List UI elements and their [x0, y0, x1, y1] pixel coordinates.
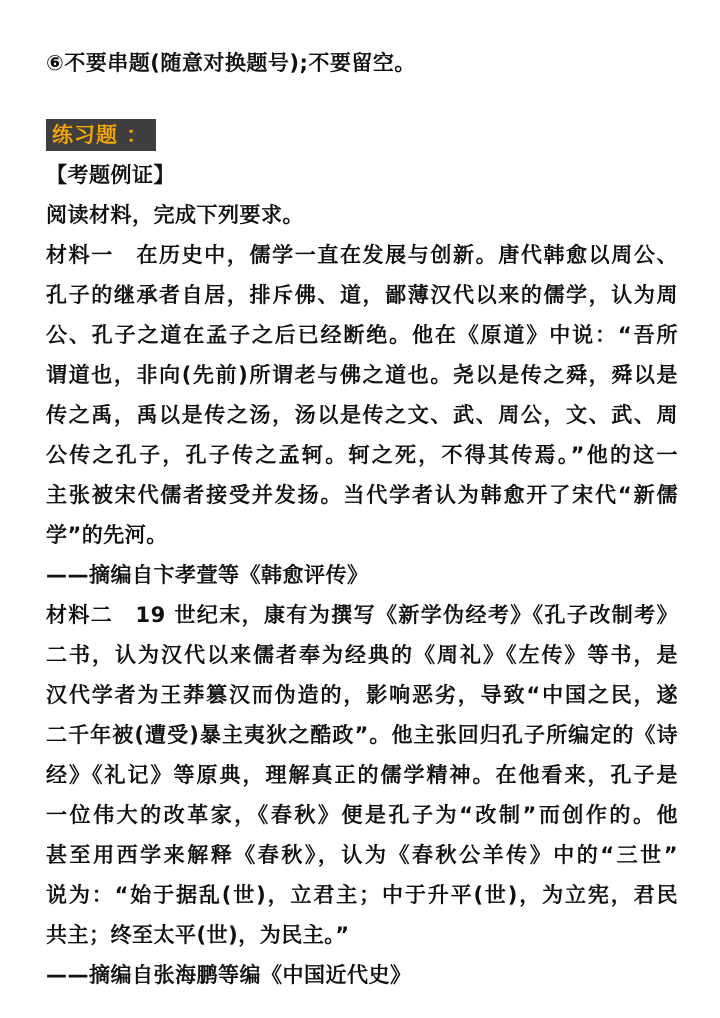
material2-line: 汉代学者为王莽篡汉而伪造的，影响恶劣，导致“中国之民，遂 — [46, 683, 678, 707]
material2-line: 二千年被(遭受)暴主夷狄之酷政”。他主张回归孔子所编定的《诗 — [46, 723, 678, 747]
material2-line: 二书，认为汉代以来儒者奉为经典的《周礼》《左传》等书，是 — [46, 643, 678, 667]
material2-line: 共主；终至太平(世)，为民主。” — [46, 923, 350, 947]
material2-line: 甚至用西学来解释《春秋》，认为《春秋公羊传》中的“三世” — [46, 843, 678, 867]
material1-line: 公传之孔子，孔子传之孟轲。轲之死，不得其传焉。”他的这一 — [46, 443, 678, 467]
exercise-label: 练习题 ： — [46, 119, 156, 151]
material1-line: 主张被宋代儒者接受并发扬。当代学者认为韩愈开了宋代“新儒 — [46, 483, 678, 507]
material2-line: 经》《礼记》等原典，理解真正的儒学精神。在他看来，孔子是 — [46, 763, 678, 787]
material1-source: ——摘编自卞孝萱等《韩愈评传》 — [46, 563, 369, 587]
material2-line: 一位伟大的改革家，《春秋》便是孔子为“改制”而创作的。他 — [46, 803, 678, 827]
material2-line: 材料二 19 世纪末，康有为撰写《新学伪经考》《孔子改制考》 — [46, 603, 678, 627]
material2-source: ——摘编自张海鹏等编《中国近代史》 — [46, 963, 412, 987]
material1-line: 学”的先河。 — [46, 523, 168, 547]
material1-line: 公、孔子之道在孟子之后已经断绝。他在《原道》中说：“吾所 — [46, 323, 678, 347]
material1-line: 传之禹，禹以是传之汤，汤以是传之文、武、周公，文、武、周 — [46, 403, 678, 427]
material1-line: 孔子的继承者自居，排斥佛、道，鄙薄汉代以来的儒学，认为周 — [46, 283, 678, 307]
material1-line: 谓道也，非向(先前)所谓老与佛之道也。尧以是传之舜，舜以是 — [46, 363, 678, 387]
material2-line: 说为：“始于据乱(世)，立君主；中于升平(世)，为立宪，君民 — [46, 883, 678, 907]
instruction-line: ⑥不要串题(随意对换题号);不要留空。 — [46, 51, 416, 75]
material1-line: 材料一 在历史中，儒学一直在发展与创新。唐代韩愈以周公、 — [46, 243, 678, 267]
prompt-text: 阅读材料，完成下列要求。 — [46, 203, 304, 227]
section-heading: 【考题例证】 — [46, 163, 175, 187]
